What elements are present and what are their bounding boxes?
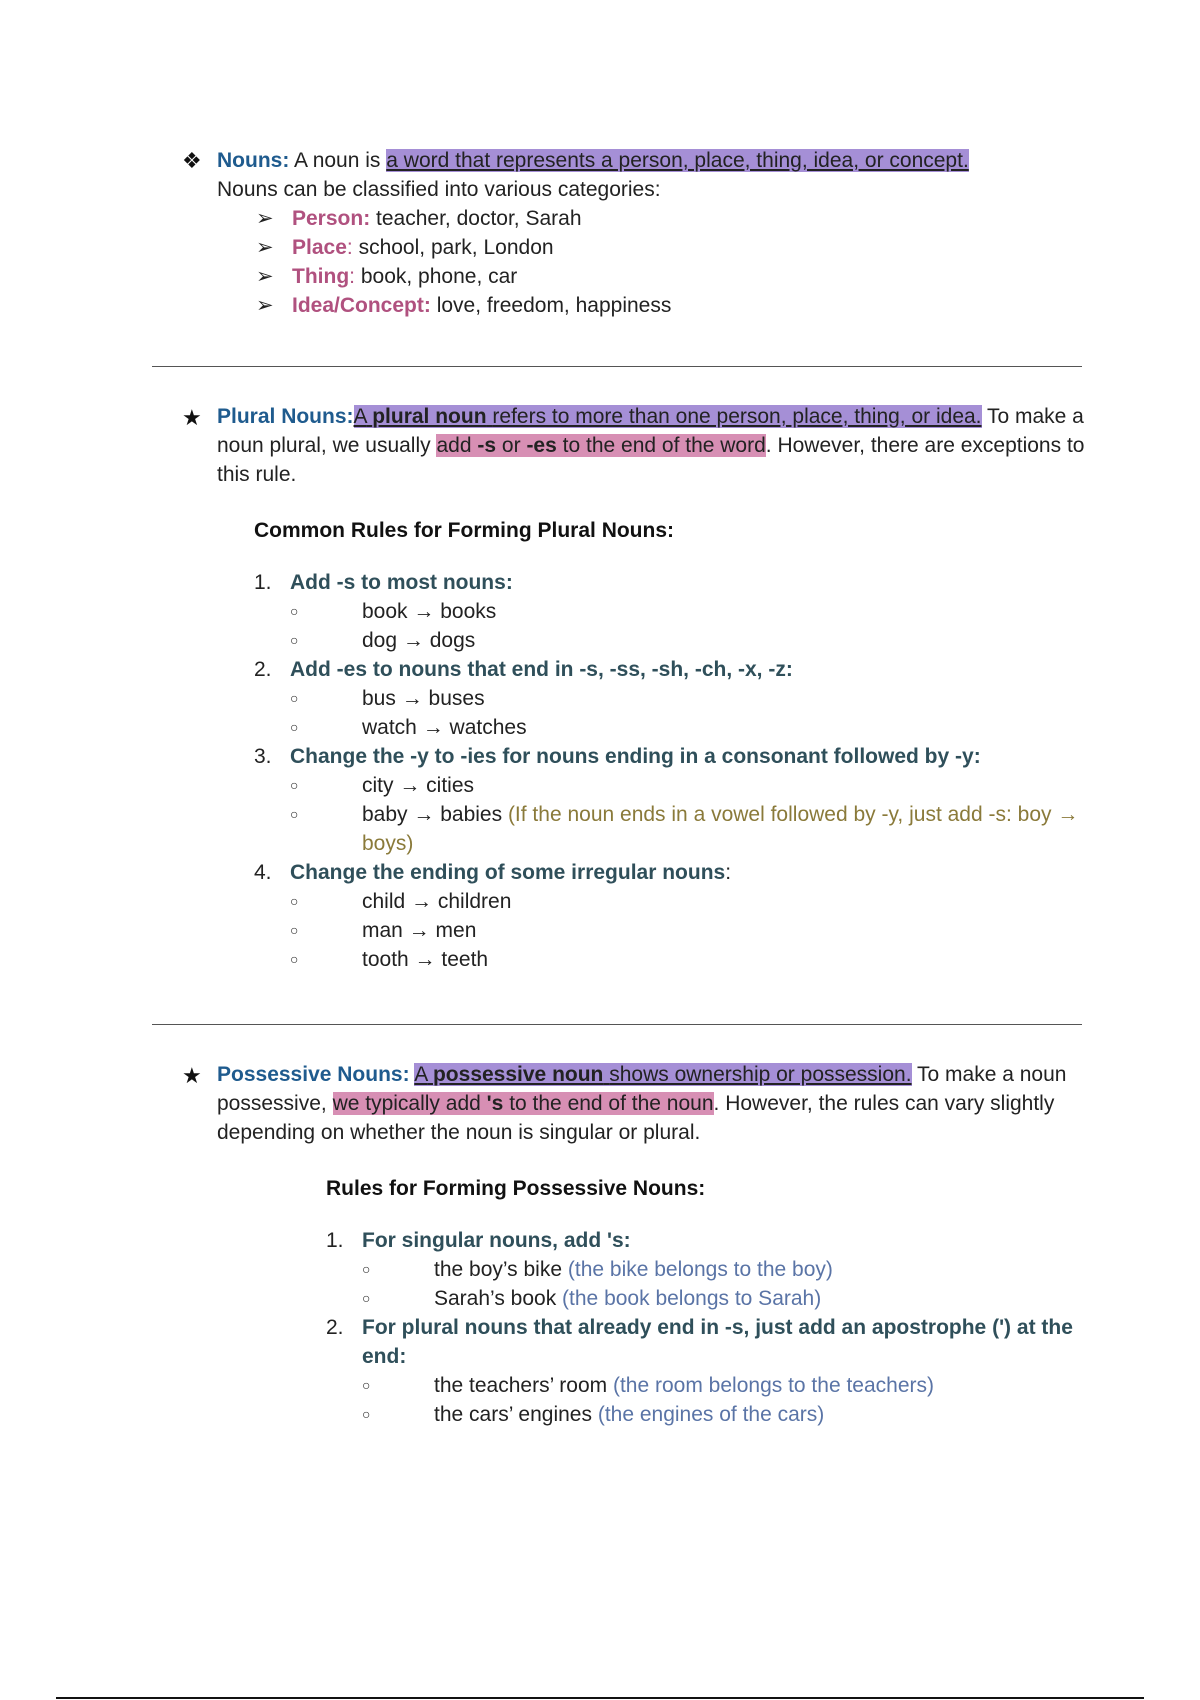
rule-number: 2. [254,658,272,681]
category-examples: book, phone, car [360,265,518,288]
category-item [256,233,671,262]
circle-bullet-icon: ○ [362,1261,371,1277]
example-note: (If the noun ends in a vowel followed by -y, just add -s: boy → boys) [362,803,1079,855]
plural-definition: A plural noun refers to more than one person, place, thing, or idea. [353,405,982,428]
circle-bullet-icon: ○ [290,632,299,648]
example-item: ○ city → cities [290,771,1080,800]
example-item: ○ baby → babies (If the noun ends in a vowel followed by -y, just add -s: boy → boys) [290,800,1080,858]
rule-number: 1. [254,571,272,594]
example-note: (the book belongs to Sarah) [562,1287,822,1310]
category-examples: teacher, doctor, Sarah [376,207,582,230]
rule-number: 3. [254,745,272,768]
circle-bullet-icon: ○ [362,1377,371,1393]
category-label: Person: [292,207,371,230]
category-label: Idea/Concept: [292,294,431,317]
example-item: ○ child → children [290,887,1080,916]
plural-highlight: add -s or -es to the end of the word [436,434,766,457]
rule-title: Add -es to nouns that end in -s, -ss, -sh, -ch, -x, -z: [290,658,793,681]
category-sep: : [349,265,355,288]
possessive-rules-list [326,1226,1082,1429]
example-item: ○ the boy’s bike (the bike belongs to the boy) [362,1255,1082,1284]
rule-item [326,1313,1082,1429]
category-examples: school, park, London [358,236,554,259]
category-examples: love, freedom, happiness [436,294,672,317]
category-item [256,204,671,233]
rule-item [254,742,1080,858]
rule-number: 4. [254,861,272,884]
possessive-highlight: we typically add 's to the end of the noun [332,1092,714,1115]
circle-bullet-icon: ○ [290,893,299,909]
rule-title: For plural nouns that already end in -s, just add an apostrophe (') at the end: [362,1316,1073,1368]
example-note: (the room belongs to the teachers) [612,1374,934,1397]
circle-bullet-icon: ○ [362,1406,371,1422]
rule-item [254,655,1080,742]
plural-title: Plural Nouns: [217,405,354,428]
arrow-icon: ➢ [256,294,274,317]
plural-rules-heading: Common Rules for Forming Plural Nouns: [254,519,675,542]
plural-rules-list [254,568,1080,974]
rule-title-tail: : [725,861,732,884]
possessive-title: Possessive Nouns: [217,1063,410,1086]
arrow-icon: ➢ [256,236,274,259]
arrow-icon: ➢ [256,265,274,288]
example-item: ○ man → men [290,916,1080,945]
example-item: ○ the cars’ engines (the engines of the cars) [362,1400,1082,1429]
category-item [256,291,671,320]
nouns-title: Nouns: [217,149,290,172]
circle-bullet-icon: ○ [362,1290,371,1306]
rule-number: 1. [326,1229,344,1252]
rule-title: For singular nouns, add 's: [362,1229,631,1252]
nouns-classify: Nouns can be classified into various categories: [217,178,661,201]
rule-item [254,858,1080,974]
circle-bullet-icon: ○ [290,603,299,619]
example-item: ○ dog → dogs [290,626,1080,655]
possessive-rules-heading: Rules for Forming Possessive Nouns: [326,1177,706,1200]
circle-bullet-icon: ○ [290,777,299,793]
example-item: ○ Sarah’s book (the book belongs to Sarah) [362,1284,1082,1313]
category-label: Place [292,236,347,259]
diamond-bullet-icon: ❖ [182,148,202,173]
rule-title: Change the ending of some irregular nouns [290,861,726,884]
section-divider [152,1024,1082,1025]
possessive-text1: To make a noun possessive, [217,1063,1067,1115]
nouns-intro: A noun is [294,149,381,172]
circle-bullet-icon: ○ [290,719,299,735]
star-bullet-icon: ★ [182,1063,202,1088]
circle-bullet-icon: ○ [290,922,299,938]
possessive-text2: . However, the rules can vary slightly depending on whether the noun is singular or plural. [217,1092,1055,1144]
possessive-definition: A possessive noun shows ownership or possession. [414,1063,912,1086]
rule-item [326,1226,1082,1313]
possessive-paragraph [217,1060,1087,1147]
noun-categories-list [256,204,671,320]
example-note: (the bike belongs to the boy) [567,1258,833,1281]
circle-bullet-icon: ○ [290,806,299,822]
example-item: ○ watch → watches [290,713,1080,742]
rule-number: 2. [326,1316,344,1339]
plural-paragraph [217,402,1087,489]
plural-text2: . However, there are exceptions to this rule. [217,434,1085,486]
example-item: ○ book → books [290,597,1080,626]
circle-bullet-icon: ○ [290,951,299,967]
plural-text1: To make a noun plural, we usually [217,405,1084,457]
circle-bullet-icon: ○ [290,690,299,706]
rule-title: Change the -y to -ies for nouns ending in a consonant followed by -y: [290,745,981,768]
example-item: ○ the teachers’ room (the room belongs to the teachers) [362,1371,1082,1400]
star-bullet-icon: ★ [182,405,202,430]
example-note: (the engines of the cars) [597,1403,825,1426]
category-sep: : [346,236,353,259]
nouns-paragraph [217,146,1087,204]
example-item: ○ bus → buses [290,684,1080,713]
category-label: Thing [292,265,350,288]
category-item [256,262,671,291]
section-divider [152,366,1082,367]
rule-item [254,568,1080,655]
page-bottom-rule [56,1697,1144,1699]
arrow-icon: ➢ [256,207,274,230]
example-item: ○ tooth → teeth [290,945,1080,974]
nouns-definition: a word that represents a person, place, thing, idea, or concept. [386,149,969,172]
rule-title: Add -s to most nouns: [290,571,513,594]
